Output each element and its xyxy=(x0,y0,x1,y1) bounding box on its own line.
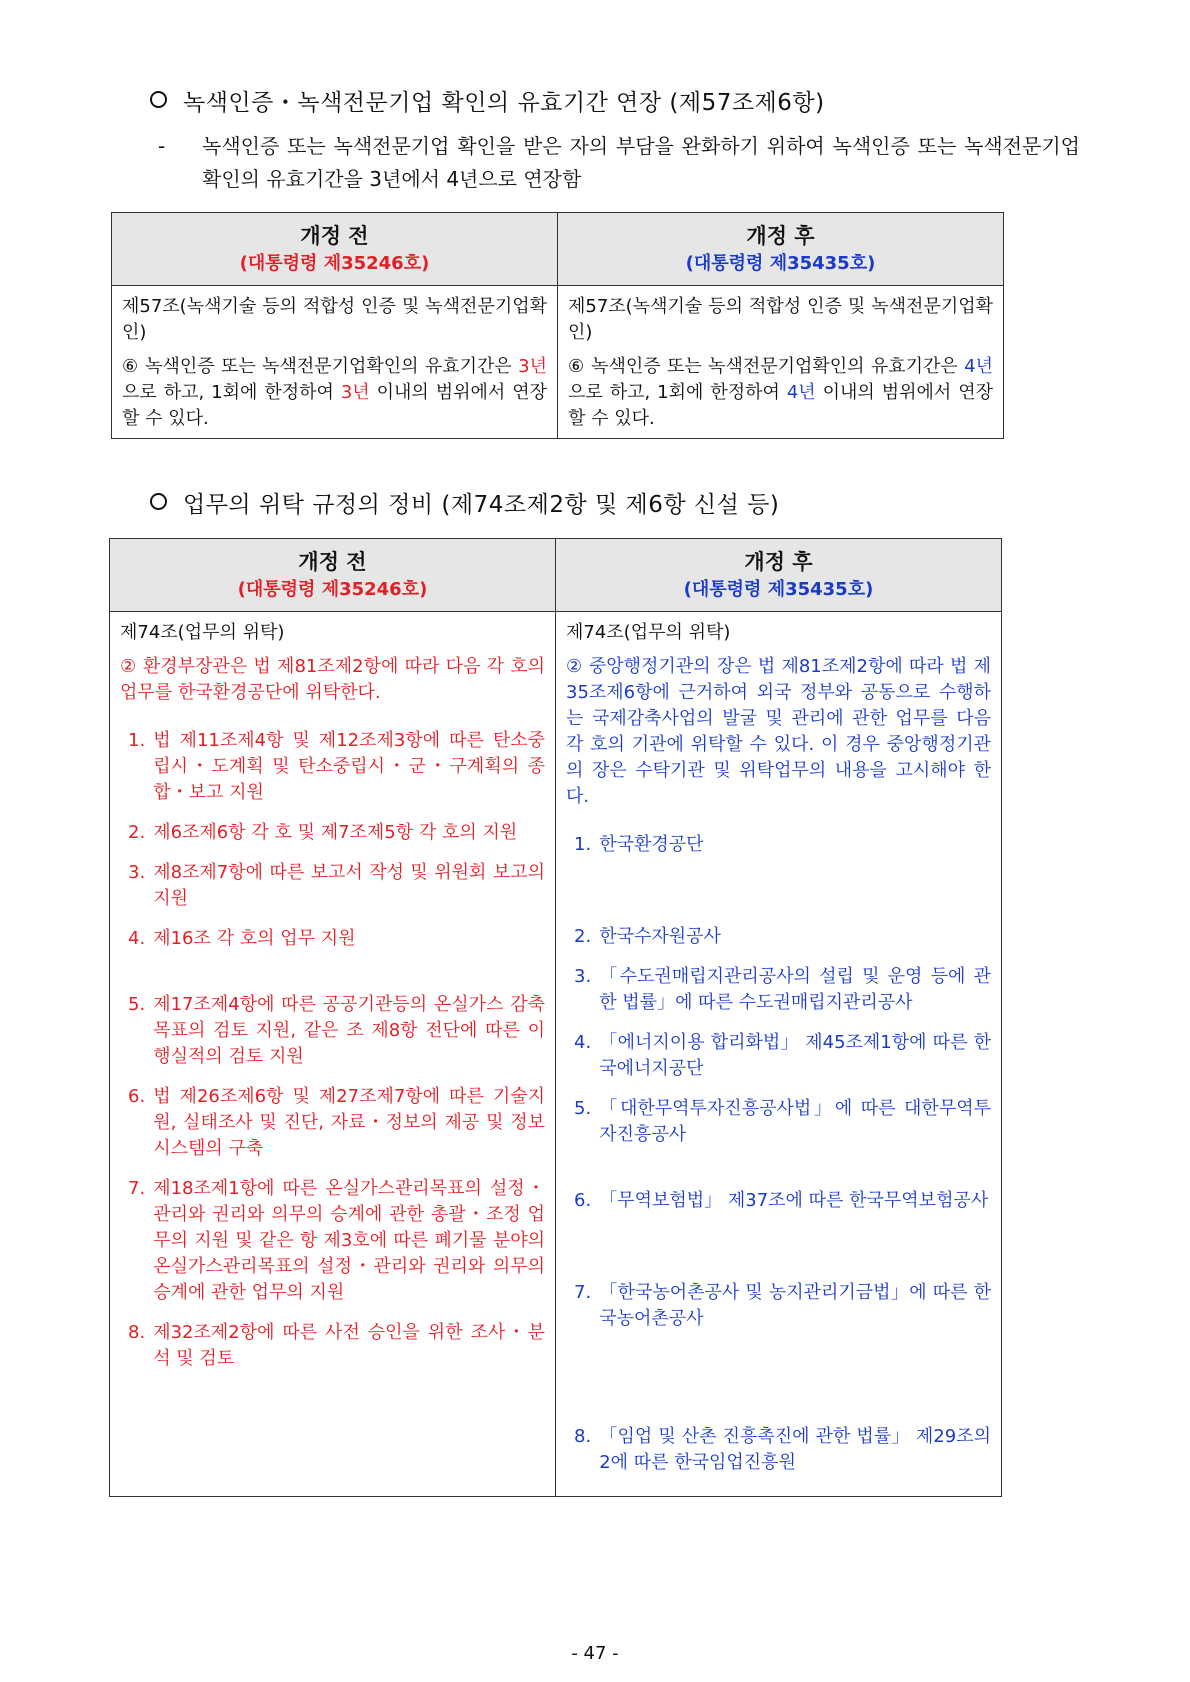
item-text: 제16조 각 호의 업무 지원 xyxy=(153,928,356,949)
item-text: 「임업 및 산촌 진흥촉진에 관한 법률」 제29조의2에 따른 한국임업진흥원 xyxy=(599,1426,991,1473)
paragraph: ② 환경부장관은 법 제81조제2항에 따라 다음 각 호의 업무를 한국환경공단에 위탁한다. xyxy=(120,656,545,703)
item-text: 제32조제2항에 따른 사전 승인을 위한 조사・분석 및 검토 xyxy=(153,1322,545,1369)
list-item xyxy=(120,992,545,1084)
section1-description: - 녹색인증 또는 녹색전문기업 확인을 받은 자의 부담을 완화하기 위하여 녹색인증 또는 녹색전문기업 확인의 유효기간을 3년에서 4년으로 연장함 xyxy=(158,134,1080,191)
item-number: 3. xyxy=(128,862,146,883)
item-text: 한국환경공단 xyxy=(599,834,704,855)
list-item xyxy=(566,964,991,1030)
item-text: 제18조제1항에 따른 온실가스관리목표의 설정・관리와 권리와 의무의 승계에 관한 총괄・조정 업무의 지원 및 같은 항 제3호에 따른 폐기물 분야의 온실가스관리목표의 설정・관리와 권리와 의무의 승계에 관한 업무의 지원 xyxy=(153,1178,545,1303)
section2-heading: 업무의 위탁 규정의 정비 (제74조제2항 및 제6항 신설 등) xyxy=(150,486,779,519)
item-number: 4. xyxy=(128,928,146,949)
list-item xyxy=(566,924,991,964)
item-number: 8. xyxy=(574,1426,592,1447)
item-number: 1. xyxy=(128,730,146,751)
paragraph: ⑥ 녹색인증 또는 녹색전문기업확인의 유효기간은 4년으로 하고, 1회에 한정하여 4년 이내의 범위에서 연장할 수 있다. xyxy=(568,356,993,429)
list-item xyxy=(566,832,991,924)
article-title: 제57조(녹색기술 등의 적합성 인증 및 녹색전문기업확인) xyxy=(122,296,547,343)
article-title: 제74조(업무의 위탁) xyxy=(566,622,731,643)
list-item xyxy=(120,1320,545,1386)
paragraph: ⑥ 녹색인증 또는 녹색전문기업확인의 유효기간은 3년으로 하고, 1회에 한정하여 3년 이내의 범위에서 연장할 수 있다. xyxy=(122,356,547,429)
after-header: 개정 후 (대통령령 제35435호) xyxy=(558,213,1004,286)
item-text: 제8조제7항에 따른 보고서 작성 및 위원회 보고의 지원 xyxy=(153,862,545,909)
section1-heading: 녹색인증・녹색전문기업 확인의 유효기간 연장 (제57조제6항) xyxy=(150,84,825,117)
item-text: 제17조제4항에 따른 공공기관등의 온실가스 감축목표의 검토 지원, 같은 조 제8항 전단에 따른 이행실적의 검토 지원 xyxy=(153,994,545,1067)
paragraph: ② 중앙행정기관의 장은 법 제81조제2항에 따라 법 제35조제6항에 근거하여 외국 정부와 공동으로 수행하는 국제감축사업의 발굴 및 관리에 관한 업무를 다음 각 호의 기관에 위탁할 수 있다. 이 경우 중앙행정기관의 장은 수탁기관 및 위탁업무의 내용을 고시해야 한다. xyxy=(566,656,991,807)
list-item xyxy=(566,1188,991,1280)
item-number: 1. xyxy=(574,834,592,855)
list-item xyxy=(566,1424,991,1490)
before-cell xyxy=(112,286,558,439)
article-title: 제57조(녹색기술 등의 적합성 인증 및 녹색전문기업확인) xyxy=(568,296,993,343)
list-item xyxy=(566,1280,991,1424)
section2-comparison-table xyxy=(109,538,1002,1497)
before-cell xyxy=(110,612,556,1497)
item-number: 2. xyxy=(574,926,592,947)
list-item xyxy=(120,728,545,820)
item-number: 4. xyxy=(574,1032,592,1053)
circle-bullet-icon xyxy=(150,493,167,510)
item-number: 6. xyxy=(574,1190,592,1211)
list-item xyxy=(120,820,545,860)
list-item xyxy=(120,860,545,926)
after-cell xyxy=(558,286,1004,439)
list-item xyxy=(566,1030,991,1096)
item-text: 「에너지이용 합리화법」 제45조제1항에 따른 한국에너지공단 xyxy=(599,1032,991,1079)
item-number: 5. xyxy=(574,1098,592,1119)
item-number: 7. xyxy=(574,1282,592,1303)
list-item xyxy=(120,926,545,992)
before-header: 개정 전 (대통령령 제35246호) xyxy=(112,213,558,286)
item-text: 법 제11조제4항 및 제12조제3항에 따른 탄소중립시・도계획 및 탄소중립시・군・구계획의 종합・보고 지원 xyxy=(153,730,545,803)
after-header: 개정 후 (대통령령 제35435호) xyxy=(556,539,1002,612)
item-number: 5. xyxy=(128,994,146,1015)
item-number: 7. xyxy=(128,1178,146,1199)
article-title: 제74조(업무의 위탁) xyxy=(120,622,285,643)
item-text: 제6조제6항 각 호 및 제7조제5항 각 호의 지원 xyxy=(153,822,518,843)
item-number: 2. xyxy=(128,822,146,843)
item-text: 「무역보험법」 제37조에 따른 한국무역보험공사 xyxy=(599,1190,989,1211)
list-item xyxy=(566,1096,991,1188)
item-number: 3. xyxy=(574,966,592,987)
list-item xyxy=(120,1176,545,1320)
item-number: 8. xyxy=(128,1322,146,1343)
list-item xyxy=(120,1084,545,1176)
section1-comparison-table xyxy=(111,212,1004,439)
before-header: 개정 전 (대통령령 제35246호) xyxy=(110,539,556,612)
item-text: 한국수자원공사 xyxy=(599,926,721,947)
item-text: 「한국농어촌공사 및 농지관리기금법」에 따른 한국농어촌공사 xyxy=(599,1282,991,1329)
item-text: 법 제26조제6항 및 제27조제7항에 따른 기술지원, 실태조사 및 진단, 자료・정보의 제공 및 정보시스템의 구축 xyxy=(153,1086,545,1159)
item-number: 6. xyxy=(128,1086,146,1107)
circle-bullet-icon xyxy=(150,91,167,108)
item-text: 「수도권매립지관리공사의 설립 및 운영 등에 관한 법률」에 따른 수도권매립지관리공사 xyxy=(599,966,991,1013)
after-cell xyxy=(556,612,1002,1497)
page-number: - 47 - xyxy=(571,1643,619,1664)
item-text: 「대한무역투자진흥공사법」에 따른 대한무역투자진흥공사 xyxy=(599,1098,991,1145)
